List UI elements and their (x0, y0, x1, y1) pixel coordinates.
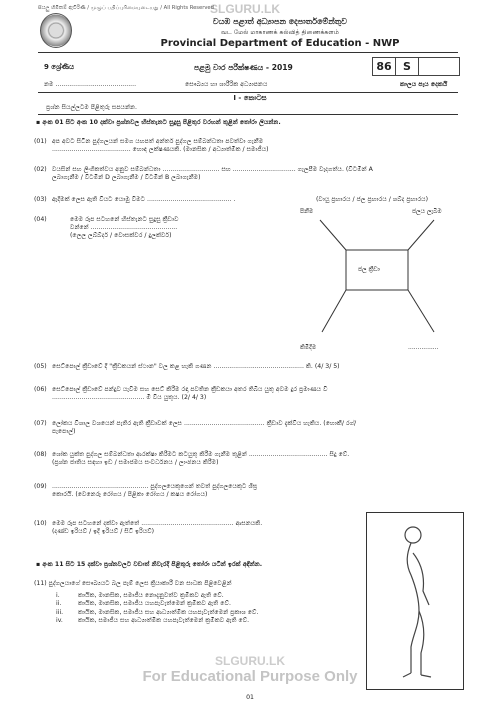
q-text: මෙම රූප සටහනේ හිස්තැනට සුදුසු ක්‍රීඩාව (70, 216, 179, 223)
grade-label: 9 ශ්‍රේණිය (44, 63, 74, 71)
q-text: අප අවට සිටින පුද්ගලයන් සමග යහපත් අන්තර් පුද්ගල සම්බන්ධතා පවත්වා ගැනීම (52, 138, 264, 145)
dept-english: Provincial Department of Education - NWP (160, 38, 400, 49)
watermark-top: SLGURU.LK (210, 2, 280, 16)
q-options: (වායු ප්‍රහාරය / ජල ප්‍රහාරය / ශබ්ද ප්‍රහාරය) (316, 196, 429, 203)
diagram-lines (300, 206, 460, 356)
question-10 (34, 520, 294, 536)
q-text: ලෝකය විශාල වශයෙන් පැතිර ඇති ක්‍රීඩාවක් ලෙස ......................................... ක්‍රීඩාව දැක්විය හැකිය. (හොකී/ රග්/ (52, 420, 357, 427)
q-text-cont: (ද‍ණ්ඩ ඉරියව් / ඉදි ඉරියව් / සිටි ඉරියව්) (52, 527, 155, 535)
question-04 (34, 216, 234, 239)
q-number: (04) (34, 216, 47, 223)
question-07 (34, 420, 464, 436)
q-text-cont: ........................................ හොඳ ලක්ෂණයකි. (මානසික / අධ්‍යාත්මික / සමාජීය) (52, 145, 269, 153)
page-number: 01 (246, 694, 254, 701)
diagram-node-bottom-left: කිමිදීම (300, 344, 317, 351)
q-text-cont: පැපොල්) (52, 427, 76, 435)
question-06 (34, 386, 464, 402)
diagram-node-center: ජල ක්‍රීඩා (358, 266, 380, 273)
q-text-cont: වන්නේ ............................................ (70, 223, 178, 231)
q-text: ................................................. පුද්ගලයෙකුගෙන් තවත් පුද්ගලයෙකුට ශීඝ්‍ර (52, 483, 258, 490)
question-08 (34, 451, 464, 467)
q-text: මෙම රූප සටහනේ දක්වා ඇත්තේ ............................................... ආසනයකි. (52, 520, 263, 527)
q-text-cont: (ප්‍රශ්න ජාතිය සඳහා ඉඩ / සමාජමය සංවර්ධනය / ලාංඡනය කිරීම) (52, 458, 219, 466)
subject-rule (38, 92, 458, 93)
q-text-cont: ලබාගැනීම / විටමින් D ලබාගැනීම / විටමින් B ලබාගැනීම) (52, 173, 201, 181)
diagram-node-left: පිනීම (300, 208, 314, 215)
part-rule (38, 114, 458, 115)
emblem-logo (40, 13, 72, 48)
footer-site: SLGURU.LK (215, 654, 285, 668)
question-05 (34, 363, 464, 371)
paper-code: 86 (373, 58, 396, 75)
q-number: (07) (34, 420, 47, 427)
question-03 (34, 196, 464, 204)
bullet-mark: ▪ (36, 119, 43, 126)
part-title: I - කොටස (233, 94, 267, 102)
q-number: (10) (34, 520, 47, 527)
dept-tamil: வட மேல் மாகாணக் கல்வித் திணைக்களம் (221, 29, 339, 36)
rights-line: සියලු හිමිකම් ඇවිරිණි / முழுப் பதிப்புரிமையுடையது / All Rights Reserved (38, 5, 214, 11)
q11-option-i[interactable]: i. කායික, මානසික, සමාජීය නොදැනුවත්ව ක්‍රමිකව ඇති වේ. (56, 592, 224, 599)
subject: සෞඛ්‍යය හා ශාරීරික අධ්‍යාපනය (185, 81, 268, 88)
q-number: (06) (34, 386, 47, 393)
code-blank (419, 58, 459, 75)
q-text-cont: කොරයි. (වෙනෙරූ රෝගය / පිළිකා රෝගය / කෂය රෝගය) (52, 490, 208, 498)
part-instruction: ප්‍රශ්න සියල්ලටම පිළිතුරු සපයන්න. (46, 104, 137, 111)
q-options: (ලෙල ලබ්බ්දර් / වොසක්වර / දුලක්වර්) (70, 231, 172, 239)
question-01 (34, 138, 464, 154)
question-11: (11) පුද්ගලයාගේ සෞඛ්‍යයට බල පෑම් ලෙස ක්‍රියාකාරී වන සාධක පිළිවෙළින් (34, 580, 232, 587)
q-number: (05) (34, 363, 47, 370)
header-rule (38, 52, 458, 53)
q-text: ඇදීමක් ලෙස ඇති වියට යොමු වීමට ........................................... . (52, 196, 236, 203)
bullet-1 (36, 119, 466, 127)
bullet-2 (36, 561, 366, 569)
q-number: (02) (34, 166, 47, 173)
time-label: කාලය පැය දෙකයි (400, 81, 448, 88)
question-02 (34, 166, 464, 182)
q-number: (01) (34, 138, 47, 145)
q-text: සෙට්පොල් ක්‍රීඩාවේ දී "ක්‍රීඩකයන් ස්ථාන" වල කළ හැකි ගණන .............................................. කි. (4/ 3/ 5) (52, 363, 340, 370)
q11-option-ii[interactable]: ii. කායික, මානසික, සමාජීය යහපැවැත්මෙන් ක්‍රමිකව ඇති වේ. (56, 600, 231, 608)
name-line: නම ......................................... (44, 81, 137, 88)
q-number: (09) (34, 483, 47, 490)
q-text: සෙට්පොල් ක්‍රීඩාවේ පන්දුව යැවීම සහ සෙට් කිරීම රඳා පවතින ක්‍රීඩකයා අතර තිබිය යුතු අවම දුර ප්‍රමාණය වී (52, 386, 328, 393)
water-sports-diagram (300, 206, 460, 356)
bullet-2-text: අංක 11 සිට 15 දක්වා ප්‍රශ්නවලට වඩාත් නිවැරදි පිළිතුරු තෝරා යටින් ඉරක් අඳින්න. (42, 561, 263, 568)
code-box (372, 57, 460, 76)
dept-sinhala: වයඹ පළාත් අධ්‍යාපන දෙපාර්තමේන්තුව (212, 17, 348, 26)
bullet-1-text: අංක 01 සිට අංක 10 දක්වා ප්‍රශ්නවල හිස්තැනට සුදුසු පිළිතුර වරහන් තුළින් තෝරා ලියන්න. (42, 119, 281, 126)
q-text-cont: ............................................... මී විය යුතුය. (2/ 4/ 3) (52, 393, 207, 401)
q-number: (03) (34, 196, 47, 203)
footer-note: For Educational Purpose Only (142, 668, 358, 685)
term-title: පළමු වාර පරීක්ෂණය - 2019 (194, 63, 293, 72)
bullet-mark: ▪ (36, 561, 43, 568)
diagram-node-bottom-right: ................ (408, 344, 439, 351)
paper-code-letter: S (396, 58, 419, 75)
q11-option-iii[interactable]: iii. කායික, මානසික, සමාජීය සහ ආධ්‍යාත්මික යහපැවැත්මෙන් ප්‍රකාශ වේ. (56, 608, 259, 616)
q-number: (08) (34, 451, 47, 458)
q11-options (56, 592, 356, 625)
question-09 (34, 483, 294, 499)
q-text: ශෝක යුක්ත පුද්ගල සම්බන්ධතා ආරක්ෂා කිරීමට කටයුතු කිරීම ගැනීම තුළින් ........................................ සිදු වේ. (52, 451, 350, 458)
q11-option-iv[interactable]: iv. කායික, සමාජීය සහ ආධ්‍යාත්මික යහපැවැත්මෙන් ක්‍රමිකව ඇති වේ. (56, 617, 250, 625)
diagram-node-top-right: ජලය ලැබීම (412, 208, 442, 215)
q-text: වයසින් සහ ලිංගිකත්වය අනුව සම්බන්ධතා ............................. සහ ................................ ගැලපීම වැදගත්ය. (විටමින් A (52, 166, 373, 173)
